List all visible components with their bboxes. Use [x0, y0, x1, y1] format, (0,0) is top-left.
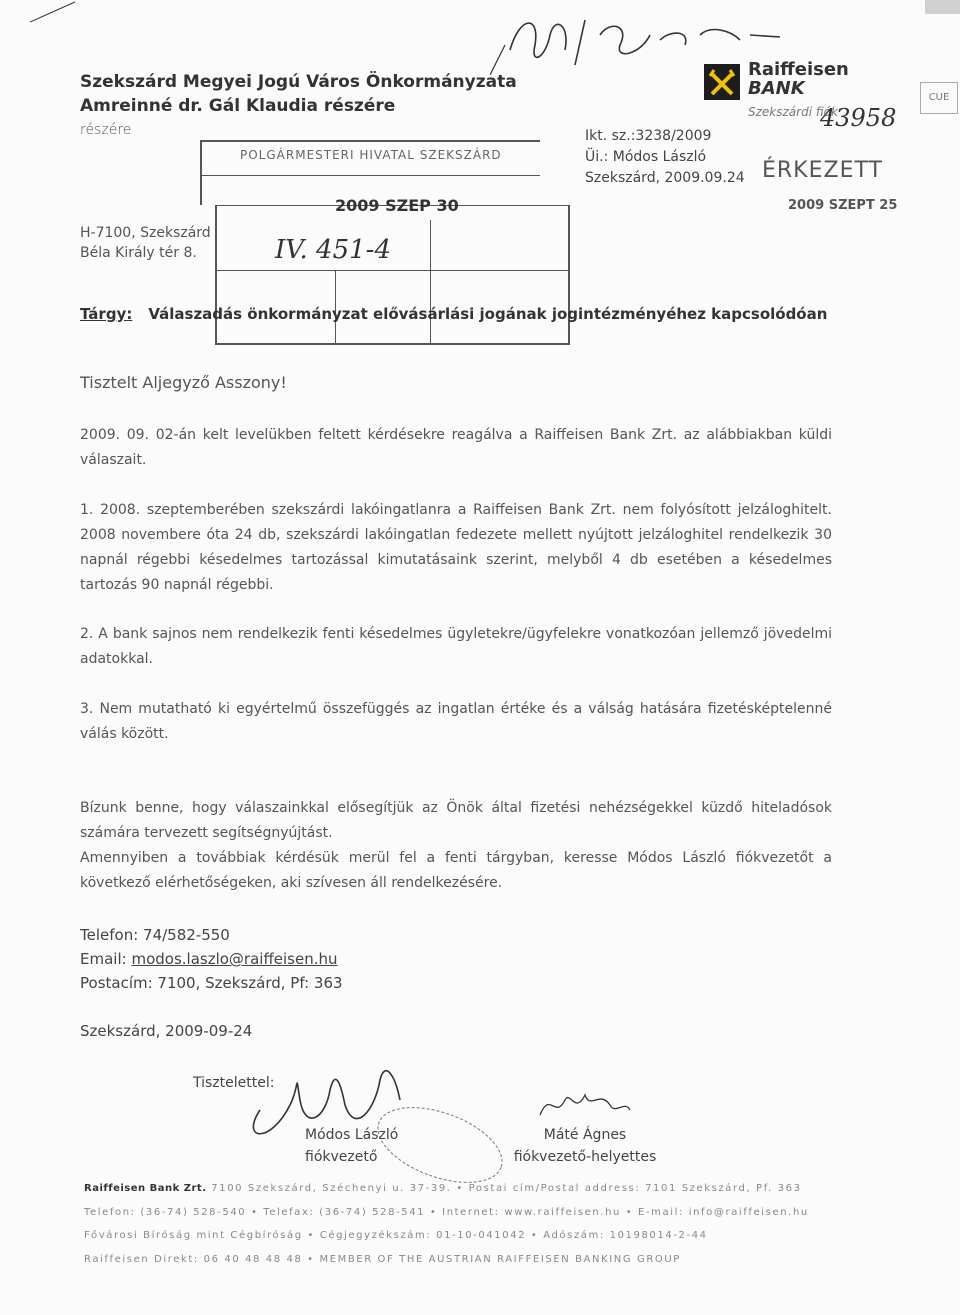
footer-line-2: Telefon: (36-74) 528-540 • Telefax: (36-74) 528-541 • Internet: www.raiffeisen.hu • E-mail: info@raiffeisen.hu [84, 1207, 809, 1218]
stamp-number: IV. 451-4 [275, 235, 391, 265]
recipient-address [80, 223, 211, 263]
address-city: H-7100, Szekszárd [80, 225, 211, 241]
footer-address: 7100 Szekszárd, Széchenyi u. 37-39. • Postai cím/Postal address: 7101 Szekszárd, Pf. 363 [211, 1183, 802, 1194]
signer-1-name: Módos László [305, 1127, 399, 1143]
received-stamp-label: ÉRKEZETT [762, 158, 883, 183]
address-street: Béla Király tér 8. [80, 245, 197, 261]
signature-2 [530, 1080, 640, 1125]
regards: Tisztelettel: [193, 1075, 275, 1091]
paragraph-5: Amennyiben a továbbiak kérdésük merül fel a fenti tárgyban, keresse Módos László fiókvezetőt a következő elérhetőségeken, aki szívesen áll rendelkezésére. [80, 850, 832, 891]
cue-tab: CUE [920, 82, 958, 114]
handwritten-annotation [490, 5, 800, 75]
signer-2-title: fiókvezető-helyettes [513, 1149, 657, 1165]
footer-line-4: Raiffeisen Direkt: 06 40 48 48 48 • MEMBER OF THE AUSTRIAN RAIFFEISEN BANKING GROUP [84, 1254, 681, 1265]
signer-2 [480, 1124, 690, 1168]
footer-line-1 [84, 1183, 844, 1194]
contact-phone: Telefon: 74/582-550 [80, 926, 230, 944]
paragraph-3: 3. Nem mutatható ki egyértelmű összefüggés az ingatlan értéke és a válság hatására fizetésképtelenné válás között. [80, 701, 832, 742]
stamp-date: 2009 SZEP 30 [335, 196, 459, 215]
recipient-person: Amreinné dr. Gál Klaudia részére [80, 96, 396, 116]
bank-name: Raiffeisen BANK [748, 59, 849, 99]
salutation: Tisztelt Aljegyző Asszony! [80, 373, 287, 392]
reference-date: Szekszárd, 2009.09.24 [585, 170, 745, 186]
reference-number: Ikt. sz.:3238/2009 [585, 128, 712, 144]
paragraph-4: Bízunk benne, hogy válaszainkkal elősegítjük az Önök által fizetési nehézségekkel küzdő hiteladósok számára tervezett segítségnyújtást. [80, 800, 832, 841]
paragraph-intro: 2009. 09. 02-án kelt levelükben feltett kérdésekre reagálva a Raiffeisen Bank Zrt. az alábbiakban küldi válaszait. [80, 427, 832, 468]
subject-label: Tárgy: [80, 305, 133, 323]
stamp-office: POLGÁRMESTERI HIVATAL SZEKSZÁRD [240, 148, 502, 162]
page-edge [925, 0, 960, 14]
corner-mark [30, 0, 80, 25]
recipient-block [80, 70, 517, 142]
reference-block [585, 126, 745, 189]
footer-company: Raiffeisen Bank Zrt. [84, 1183, 207, 1194]
paragraph-1: 1. 2008. szeptemberében szekszárdi lakóingatlanra a Raiffeisen Bank Zrt. nem folyósított jelzáloghitelt. 2008 novembere óta 24 db, szekszárdi lakóingatlan fedezete mellett nyújtott jelzáloghitel rendelkezik 30 napnál régebbi késedelmes tartozással kimutatásaink szerint, melyből 4 db esetében a késedelmes tartozás 90 napnál régebbi. [80, 502, 832, 593]
footer-line-3: Fővárosi Bíróság mint Cégbíróság • Cégjegyzékszám: 01-10-041042 • Adószám: 10198014-2-44 [84, 1230, 708, 1241]
signer-2-name: Máté Ágnes [543, 1127, 627, 1143]
subject-text: Válaszadás önkormányzat elővásárlási jogának jogintézményéhez kapcsolódóan [148, 305, 828, 323]
contact-block [80, 923, 343, 995]
signer-1 [305, 1124, 398, 1168]
place-date: Szekszárd, 2009-09-24 [80, 1022, 253, 1040]
bank-branch: Szekszárdi fiók [748, 105, 838, 119]
recipient-line3: részére [80, 122, 132, 138]
paragraph-2: 2. A bank sajnos nem rendelkezik fenti késedelmes ügyletekre/ügyfelekre vonatkozóan jellemző jövedelmi adatokkal. [80, 626, 832, 667]
recipient-name: Szekszárd Megyei Jogú Város Önkormányzata [80, 72, 517, 92]
reference-contact: Üi.: Módos László [585, 149, 707, 165]
contact-email-label: Email: [80, 950, 132, 968]
contact-postal: Postacím: 7100, Szekszárd, Pf: 363 [80, 974, 343, 992]
handwritten-number: 43958 [820, 104, 897, 132]
received-stamp-date: 2009 SZEPT 25 [788, 198, 898, 213]
contact-email-link[interactable]: modos.laszlo@raiffeisen.hu [131, 950, 338, 968]
signer-1-title: fiókvezető [305, 1149, 378, 1165]
subject-line [80, 302, 832, 326]
contact-email-row [80, 947, 343, 971]
